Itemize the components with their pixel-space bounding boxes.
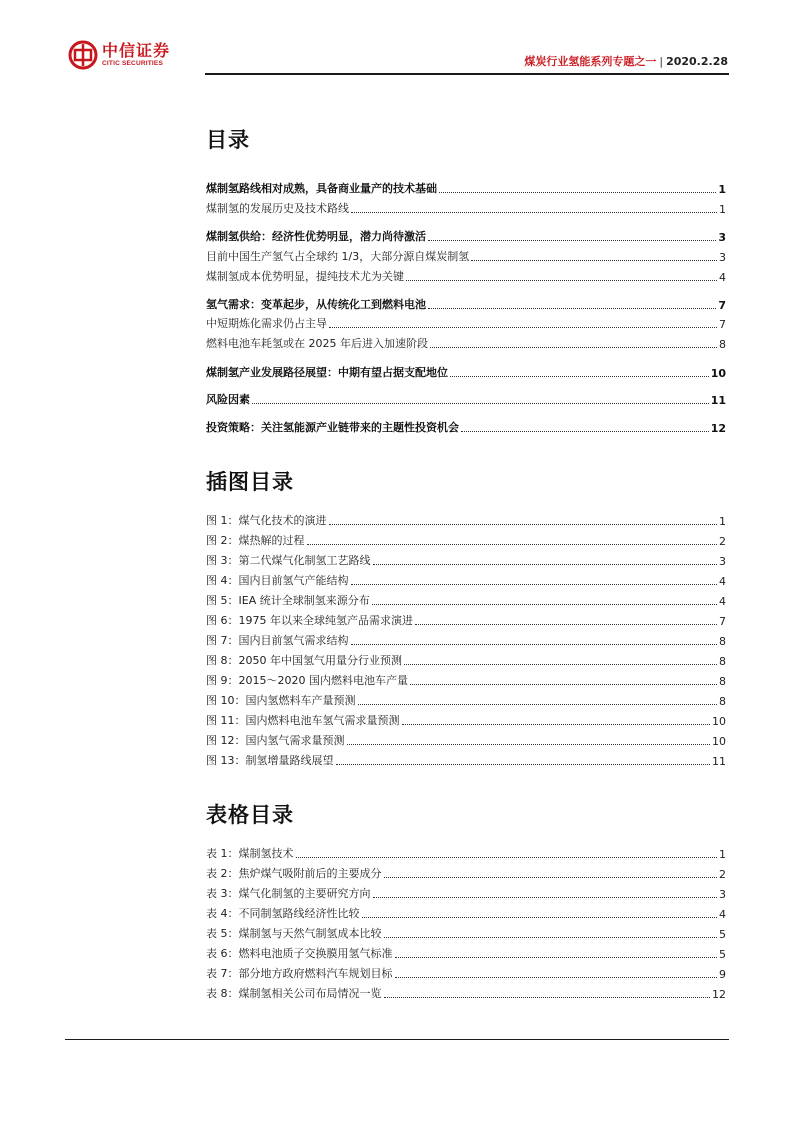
leader-dots [329, 327, 717, 328]
leader-dots [439, 192, 716, 193]
table-entry-label: 表 2：焦炉煤气吸附前后的主要成分 [206, 867, 382, 880]
tables-title: 表格目录 [206, 803, 294, 827]
figure-entry[interactable] [206, 512, 726, 528]
citic-logo [68, 40, 170, 70]
toc-entry[interactable] [206, 364, 726, 380]
leader-dots [307, 544, 718, 545]
figure-entry-page-number: 4 [719, 575, 726, 588]
figure-entry-label: 图 12：国内氢气需求量预测 [206, 734, 345, 747]
leader-dots [351, 644, 718, 645]
leader-dots [450, 376, 709, 377]
leader-dots [471, 260, 717, 261]
figure-entry-page-number: 2 [719, 535, 726, 548]
toc-entry[interactable] [206, 335, 726, 351]
table-entry-page-number: 2 [719, 868, 726, 881]
toc-entry-page-number: 12 [710, 422, 726, 435]
figure-entry-label: 图 1：煤气化技术的演进 [206, 514, 327, 527]
leader-dots [415, 624, 717, 625]
leader-dots [373, 897, 718, 898]
leader-dots [372, 604, 717, 605]
table-entry-page-number: 1 [719, 848, 726, 861]
toc-entry[interactable] [206, 315, 726, 331]
toc-entry[interactable] [206, 419, 726, 435]
figure-entry-page-number: 8 [719, 695, 726, 708]
figure-entry-label: 图 11：国内燃料电池车氢气需求量预测 [206, 714, 400, 727]
figure-entry-label: 图 9：2015～2020 国内燃料电池车产量 [206, 674, 408, 687]
table-entry-page-number: 5 [719, 928, 726, 941]
figure-entry[interactable] [206, 712, 726, 728]
figure-entry[interactable] [206, 532, 726, 548]
toc-entry-page-number: 4 [719, 271, 726, 284]
toc-entry-label: 氢气需求：变革起步，从传统化工到燃料电池 [206, 298, 426, 311]
logo-chinese-name: 中信证券 [102, 40, 171, 60]
figure-entry[interactable] [206, 672, 726, 688]
footer-divider [65, 1039, 729, 1040]
table-entry-label: 表 7：部分地方政府燃料汽车规划目标 [206, 967, 393, 980]
header-separator: | [659, 55, 664, 68]
report-series-title: 煤炭行业氢能系列专题之一 [524, 55, 657, 68]
figure-entry-page-number: 3 [719, 555, 726, 568]
figure-entry-page-number: 8 [719, 655, 726, 668]
figure-entry-label: 图 8：2050 年中国氢气用量分行业预测 [206, 654, 402, 667]
report-date: 2020.2.28 [666, 55, 728, 68]
toc-entry-label: 煤制氢产业发展路径展望：中期有望占据支配地位 [206, 366, 448, 379]
leader-dots [336, 764, 711, 765]
figure-entry-label: 图 6：1975 年以来全球纯氢产品需求演进 [206, 614, 413, 627]
figure-entry-label: 图 5：IEA 统计全球制氢来源分布 [206, 594, 370, 607]
table-entry[interactable] [206, 905, 726, 921]
toc-entry-label: 煤制氢路线相对成熟，具备商业量产的技术基础 [206, 182, 437, 195]
figure-entry-label: 图 7：国内目前氢气需求结构 [206, 634, 349, 647]
leader-dots [404, 664, 717, 665]
table-entry-page-number: 12 [712, 988, 726, 1001]
leader-dots [296, 857, 718, 858]
leader-dots [395, 977, 718, 978]
leader-dots [384, 877, 718, 878]
leader-dots [402, 724, 711, 725]
table-entry[interactable] [206, 985, 726, 1001]
logo-english-name: CITIC SECURITIES [102, 59, 163, 67]
toc-entry-label: 风险因素 [206, 393, 250, 406]
toc-entry-label: 中短期炼化需求仍占主导 [206, 317, 327, 330]
leader-dots [358, 704, 718, 705]
header-divider [205, 73, 729, 75]
figure-entry[interactable] [206, 692, 726, 708]
leader-dots [395, 957, 718, 958]
toc-entry-label: 目前中国生产氢气占全球约 1/3，大部分源自煤炭制氢 [206, 250, 470, 263]
toc-entry-page-number: 10 [710, 367, 726, 380]
toc-entry-page-number: 8 [719, 338, 726, 351]
leader-dots [351, 584, 718, 585]
leader-dots [347, 744, 711, 745]
table-entry[interactable] [206, 945, 726, 961]
table-entry-label: 表 1：煤制氢技术 [206, 847, 294, 860]
table-entry-label: 表 5：煤制氢与天然气制氢成本比较 [206, 927, 382, 940]
figure-entry-page-number: 8 [719, 675, 726, 688]
toc-entry[interactable] [206, 391, 726, 407]
toc-entry-page-number: 7 [719, 318, 726, 331]
figure-entry-label: 图 4：国内目前氢气产能结构 [206, 574, 349, 587]
figures-title: 插图目录 [206, 470, 294, 494]
figure-entry-label: 图 13：制氢增量路线展望 [206, 754, 334, 767]
figure-entry-label: 图 10：国内氢燃料车产量预测 [206, 694, 356, 707]
table-entry[interactable] [206, 925, 726, 941]
figure-entry[interactable] [206, 652, 726, 668]
figure-entry[interactable] [206, 552, 726, 568]
leader-dots [406, 280, 717, 281]
leader-dots [384, 997, 711, 998]
toc-entry-page-number: 3 [719, 251, 726, 264]
toc-entry[interactable] [206, 296, 726, 312]
figure-entry-page-number: 11 [712, 755, 726, 768]
toc-entry-label: 煤制氢成本优势明显，提纯技术尤为关键 [206, 270, 404, 283]
figure-entry[interactable] [206, 572, 726, 588]
table-entry-label: 表 6：燃料电池质子交换膜用氢气标准 [206, 947, 393, 960]
figure-entry[interactable] [206, 732, 726, 748]
table-entry[interactable] [206, 965, 726, 981]
toc-entry-page-number: 3 [718, 231, 726, 244]
leader-dots [252, 403, 709, 404]
leader-dots [428, 308, 716, 309]
table-entry-page-number: 9 [719, 968, 726, 981]
leader-dots [410, 684, 717, 685]
report-series-tag [524, 53, 728, 69]
citic-logo-icon [68, 40, 98, 70]
leader-dots [430, 347, 717, 348]
figure-entry-label: 图 3：第二代煤气化制氢工艺路线 [206, 554, 371, 567]
toc-entry[interactable] [206, 268, 726, 284]
toc-entry[interactable] [206, 228, 726, 244]
toc-title: 目录 [206, 128, 250, 152]
toc-entry-label: 煤制氢供给：经济性优势明显，潜力尚待激活 [206, 230, 426, 243]
leader-dots [362, 917, 718, 918]
figure-entry[interactable] [206, 752, 726, 768]
figure-entry-page-number: 4 [719, 595, 726, 608]
table-entry[interactable] [206, 845, 726, 861]
page-header [0, 0, 793, 80]
leader-dots [373, 564, 718, 565]
table-entry[interactable] [206, 885, 726, 901]
table-entry-page-number: 5 [719, 948, 726, 961]
toc-entry-label: 燃料电池车耗氢或在 2025 年后进入加速阶段 [206, 337, 428, 350]
leader-dots [461, 431, 709, 432]
figure-entry[interactable] [206, 592, 726, 608]
leader-dots [351, 212, 717, 213]
figure-entry-page-number: 1 [719, 515, 726, 528]
toc-entry-label: 煤制氢的发展历史及技术路线 [206, 202, 349, 215]
toc-entry-page-number: 7 [718, 299, 726, 312]
table-entry-page-number: 3 [719, 888, 726, 901]
figure-entry-page-number: 8 [719, 635, 726, 648]
leader-dots [384, 937, 718, 938]
toc-entry[interactable] [206, 248, 726, 264]
toc-entry-page-number: 1 [719, 203, 726, 216]
table-entry-label: 表 3：煤气化制氢的主要研究方向 [206, 887, 371, 900]
figure-entry-label: 图 2：煤热解的过程 [206, 534, 305, 547]
table-entry-label: 表 4：不同制氢路线经济性比较 [206, 907, 360, 920]
figure-entry[interactable] [206, 612, 726, 628]
toc-entry[interactable] [206, 180, 726, 196]
leader-dots [428, 240, 716, 241]
toc-entry-page-number: 1 [718, 183, 726, 196]
figure-entry-page-number: 10 [712, 735, 726, 748]
figure-entry-page-number: 7 [719, 615, 726, 628]
toc-entry[interactable] [206, 200, 726, 216]
toc-entry-label: 投资策略：关注氢能源产业链带来的主题性投资机会 [206, 421, 459, 434]
figure-entry-page-number: 10 [712, 715, 726, 728]
table-entry-label: 表 8：煤制氢相关公司布局情况一览 [206, 987, 382, 1000]
table-entry[interactable] [206, 865, 726, 881]
toc-entry-page-number: 11 [710, 394, 726, 407]
figure-entry[interactable] [206, 632, 726, 648]
leader-dots [329, 524, 718, 525]
table-entry-page-number: 4 [719, 908, 726, 921]
